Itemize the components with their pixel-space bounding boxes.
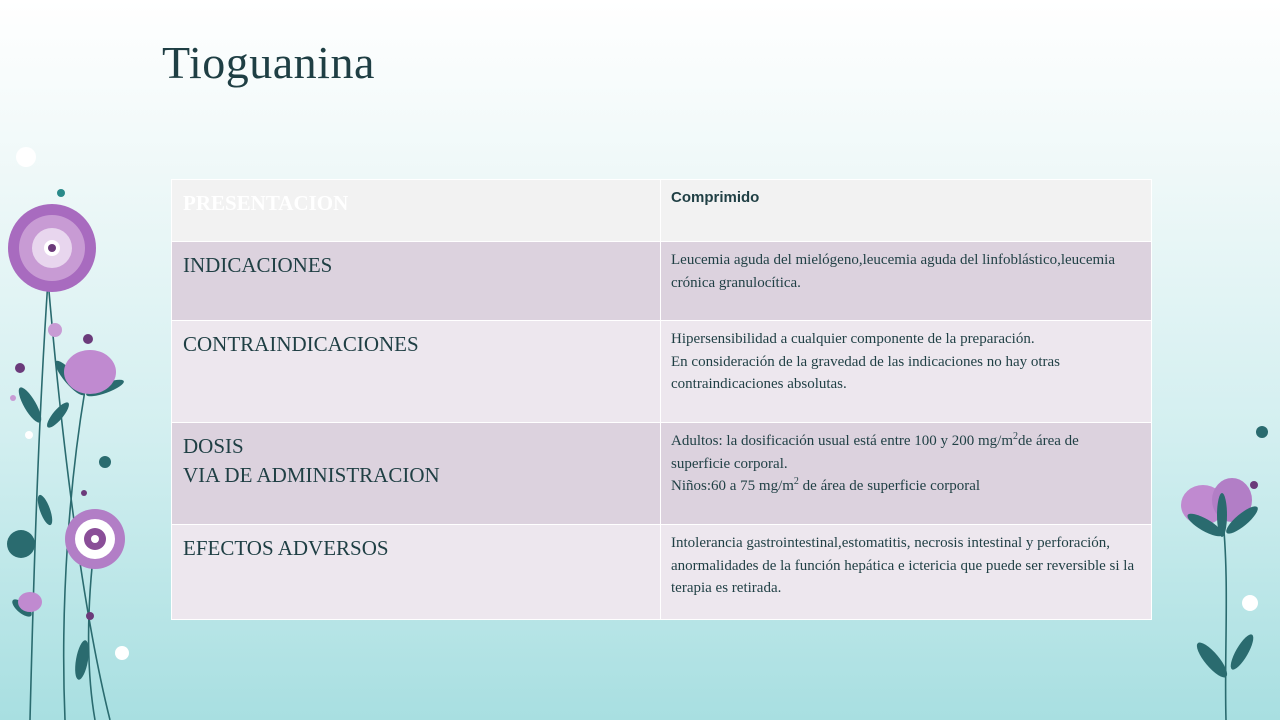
- row-value-contraindicaciones: [661, 321, 1152, 423]
- table-row: [172, 180, 1152, 242]
- dose-adult: [671, 430, 1141, 475]
- left-flower-bottom: [65, 509, 125, 569]
- row-value-presentacion: Comprimido: [661, 180, 1152, 242]
- dose-adult-text: Adultos: la dosificación usual está entre 100 y 200 mg/m: [671, 433, 1014, 449]
- row-label-indicaciones: INDICACIONES: [172, 242, 661, 321]
- row-label-efectos: EFECTOS ADVERSOS: [172, 525, 661, 620]
- dose-adult-tail: de área de superficie corporal.: [671, 433, 1079, 472]
- row-label-dosis: [172, 423, 661, 525]
- value-line: En consideración de la gravedad de las indicaciones no hay otras contraindicaciones absolutas.: [671, 353, 1061, 392]
- row-label-contraindicaciones: CONTRAINDICACIONES: [172, 321, 661, 423]
- row-value-dosis: [661, 423, 1152, 525]
- bud: [18, 592, 42, 612]
- label-line: VIA DE ADMINISTRACION: [183, 463, 440, 487]
- row-value-efectos: Intolerancia gastrointestinal,estomatitis, necrosis intestinal y perforación, anormalidades de la función hepática e ictericia que puede ser reversible si la terapia es retirada.: [661, 525, 1152, 620]
- row-value-indicaciones: Leucemia aguda del mielógeno,leucemia aguda del linfoblástico,leucemia crónica granulocítica.: [661, 242, 1152, 321]
- left-flower-middle: [64, 350, 116, 394]
- row-label-presentacion: PRESENTACION: [172, 180, 661, 242]
- table-row: [172, 423, 1152, 525]
- bud: [48, 323, 62, 337]
- table-row: [172, 242, 1152, 321]
- dose-child-tail: de área de superficie corporal: [798, 478, 981, 494]
- dose-child-text: Niños:60 a 75 mg/m: [671, 478, 794, 494]
- value-line: Hipersensibilidad a cualquier componente de la preparación.: [671, 331, 1035, 347]
- dose-child: [671, 475, 1141, 498]
- table-row: [172, 321, 1152, 423]
- superscript: 2: [793, 476, 799, 487]
- label-line: DOSIS: [183, 434, 244, 458]
- superscript: 2: [1013, 431, 1019, 442]
- drug-info-table: [171, 179, 1152, 620]
- right-flower: [1181, 426, 1268, 720]
- slide-title: Tioguanina: [162, 37, 375, 88]
- left-flower-large: [8, 204, 96, 292]
- table-row: [172, 525, 1152, 620]
